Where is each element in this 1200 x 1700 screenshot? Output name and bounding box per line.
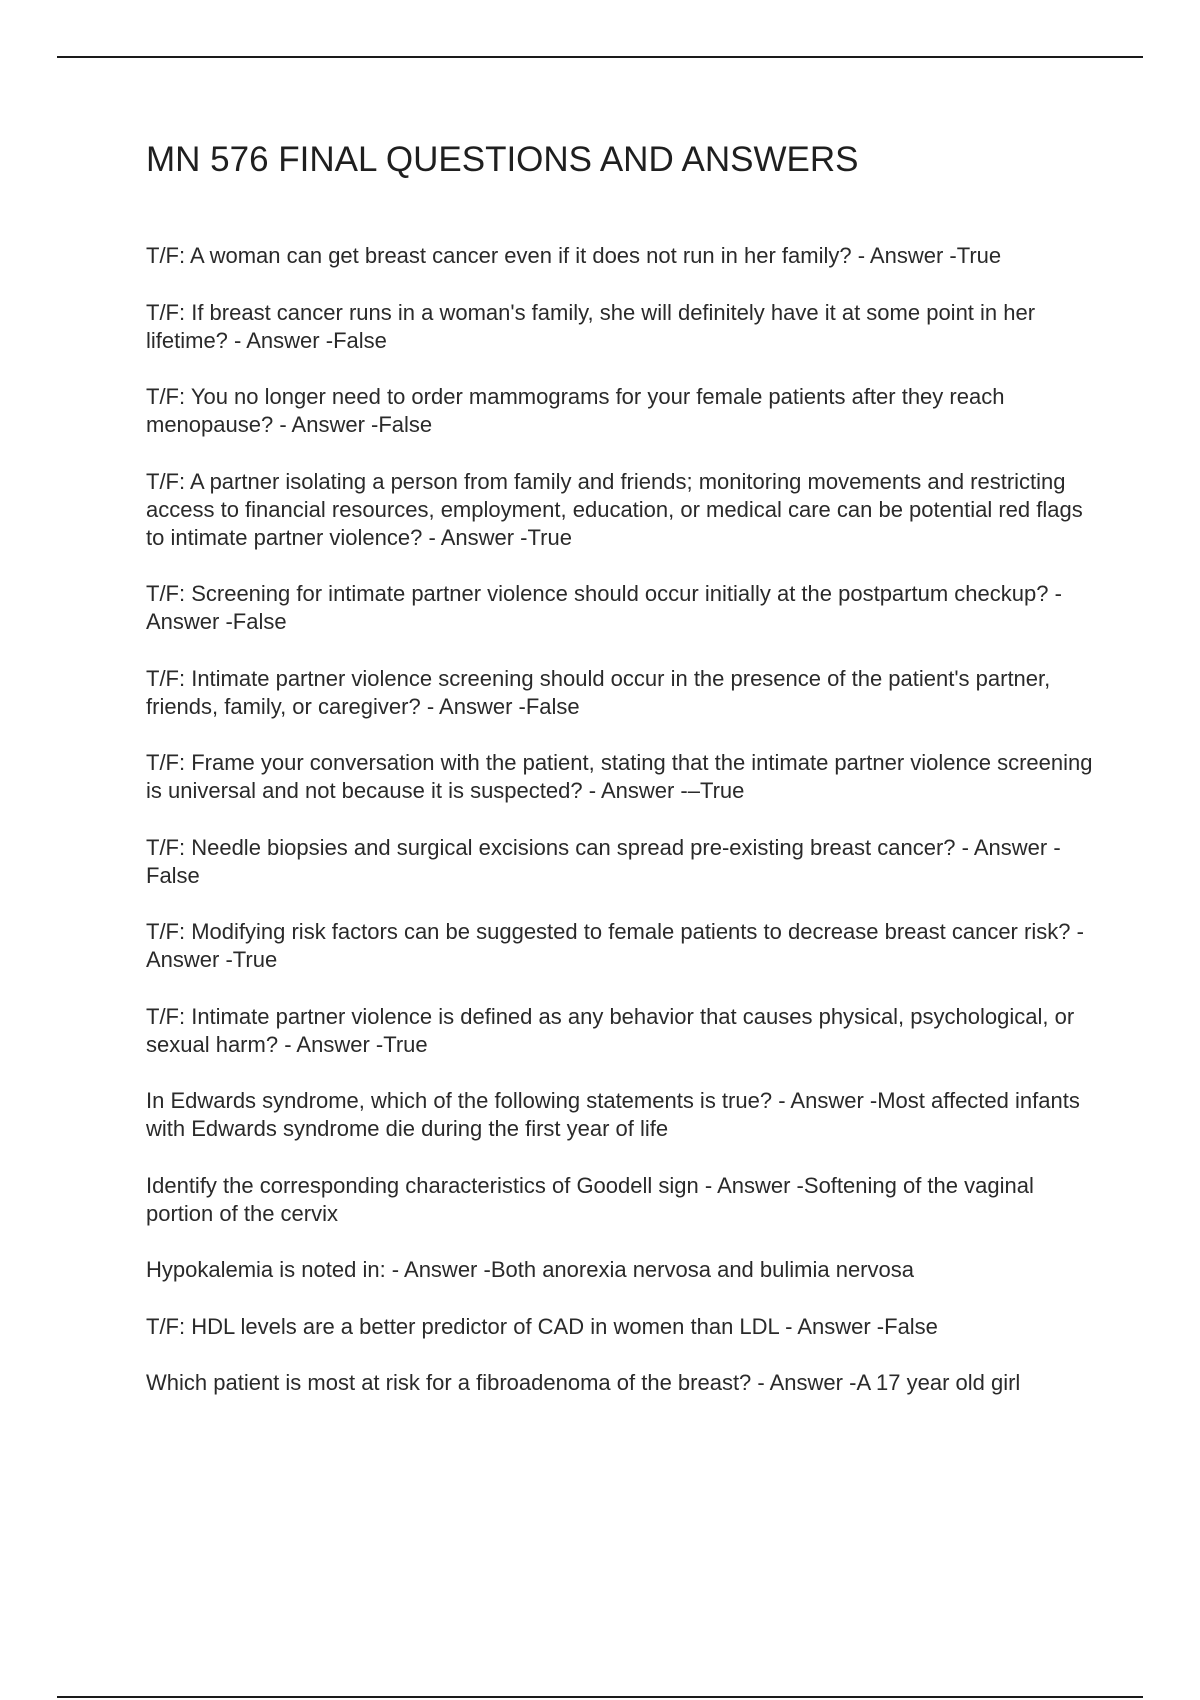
qa-item: Hypokalemia is noted in: - Answer -Both anorexia nervosa and bulimia nervosa (146, 1257, 914, 1282)
qa-item: T/F: A partner isolating a person from family and friends; monitoring movements and restricting access to financial resources, employment, education, or medical care can be potential red flags to intimate partner violence? - Answer -True (146, 468, 1083, 550)
qa-list (146, 242, 1096, 1426)
qa-item: Identify the corresponding characteristics of Goodell sign - Answer -Softening of the vaginal portion of the cervix (146, 1172, 1034, 1226)
answer-text: False (333, 327, 387, 353)
question-text: T/F: Screening for intimate partner violence should occur initially at the postpartum checkup? (146, 581, 1049, 606)
answer-text: True (956, 243, 1002, 268)
qa-item: Which patient is most at risk for a fibroadenoma of the breast? - Answer -A 17 year old girl (146, 1370, 1021, 1395)
qa-item: T/F: Intimate partner violence screening should occur in the presence of the patient's partner, friends, family, or caregiver? - Answer -False (146, 665, 1051, 719)
question-text: T/F: Intimate partner violence is defined as any behavior that causes physical, psychological, or sexual harm? (146, 1003, 1075, 1057)
answer-text: Both anorexia nervosa and bulimia nervosa (490, 1257, 914, 1282)
bottom-divider (57, 1696, 1143, 1698)
question-text: In Edwards syndrome, which of the following statements is true? (146, 1088, 773, 1113)
answer-text: Softening of the vaginal portion of the cervix (146, 1172, 1034, 1226)
qa-item: T/F: Needle biopsies and surgical excisions can spread pre-existing breast cancer? - Answer -False (146, 834, 1061, 888)
question-text: T/F: If breast cancer runs in a woman's family, she will definitely have it at some point in her lifetime? (146, 299, 1036, 353)
answer-text: False (884, 1313, 938, 1339)
qa-item: T/F: Screening for intimate partner violence should occur initially at the postpartum checkup? - Answer -False (146, 581, 1062, 634)
question-text: T/F: Frame your conversation with the patient, stating that the intimate partner violence screening is universal and not because it is suspected? (146, 750, 1093, 803)
answer-text: False (232, 609, 287, 634)
qa-item: T/F: A woman can get breast cancer even if it does not run in her family? - Answer -True (146, 243, 1002, 268)
question-text: T/F: Needle biopsies and surgical excisions can spread pre-existing breast cancer? (146, 834, 956, 860)
question-text: Identify the corresponding characteristics of Goodell sign (146, 1172, 699, 1198)
answer-text: False (525, 693, 580, 719)
answer-text: False (146, 862, 200, 888)
question-text: T/F: HDL levels are a better predictor of CAD in women than LDL (146, 1313, 779, 1339)
qa-item: In Edwards syndrome, which of the following statements is true? - Answer -Most affected infants with Edwards syndrome die during the first year of life (146, 1088, 1080, 1141)
top-divider (57, 56, 1143, 58)
answer-text: True (232, 947, 278, 972)
question-text: Which patient is most at risk for a fibroadenoma of the breast? (146, 1370, 752, 1395)
page-title: MN 576 FINAL QUESTIONS AND ANSWERS (146, 140, 859, 179)
question-text: T/F: You no longer need to order mammograms for your female patients after they reach menopause? (146, 384, 1005, 437)
qa-item: T/F: If breast cancer runs in a woman's family, she will definitely have it at some point in her lifetime? - Answer -False (146, 299, 1036, 353)
question-text: T/F: A partner isolating a person from family and friends; monitoring movements and restricting access to financial resources, employment, education, or medical care can be potential red flags to intimate partner violence? (146, 468, 1083, 550)
qa-item: T/F: Frame your conversation with the patient, stating that the intimate partner violence screening is universal and not because it is suspected? - Answer -–True (146, 750, 1093, 803)
answer-text: True (527, 524, 572, 550)
answer-text: False (378, 412, 433, 437)
question-text: Hypokalemia is noted in: (146, 1257, 386, 1282)
answer-text: A 17 year old girl (856, 1370, 1021, 1395)
qa-item: T/F: You no longer need to order mammograms for your female patients after they reach menopause? - Answer -False (146, 384, 1005, 437)
qa-item: T/F: Intimate partner violence is defined as any behavior that causes physical, psychological, or sexual harm? - Answer -True (146, 1003, 1075, 1057)
qa-item: T/F: Modifying risk factors can be suggested to female patients to decrease breast cancer risk? - Answer -True (146, 919, 1084, 972)
answer-text: Most affected infants with Edwards syndrome die during the first year of life (146, 1088, 1080, 1141)
answer-text: True (383, 1031, 428, 1057)
answer-text: –True (687, 778, 745, 803)
qa-item: T/F: HDL levels are a better predictor of CAD in women than LDL - Answer -False (146, 1313, 938, 1339)
question-text: T/F: Intimate partner violence screening should occur in the presence of the patient's partner, friends, family, or caregiver? (146, 665, 1051, 719)
question-text: T/F: A woman can get breast cancer even if it does not run in her family? (146, 243, 852, 268)
question-text: T/F: Modifying risk factors can be suggested to female patients to decrease breast cancer risk? (146, 919, 1071, 944)
